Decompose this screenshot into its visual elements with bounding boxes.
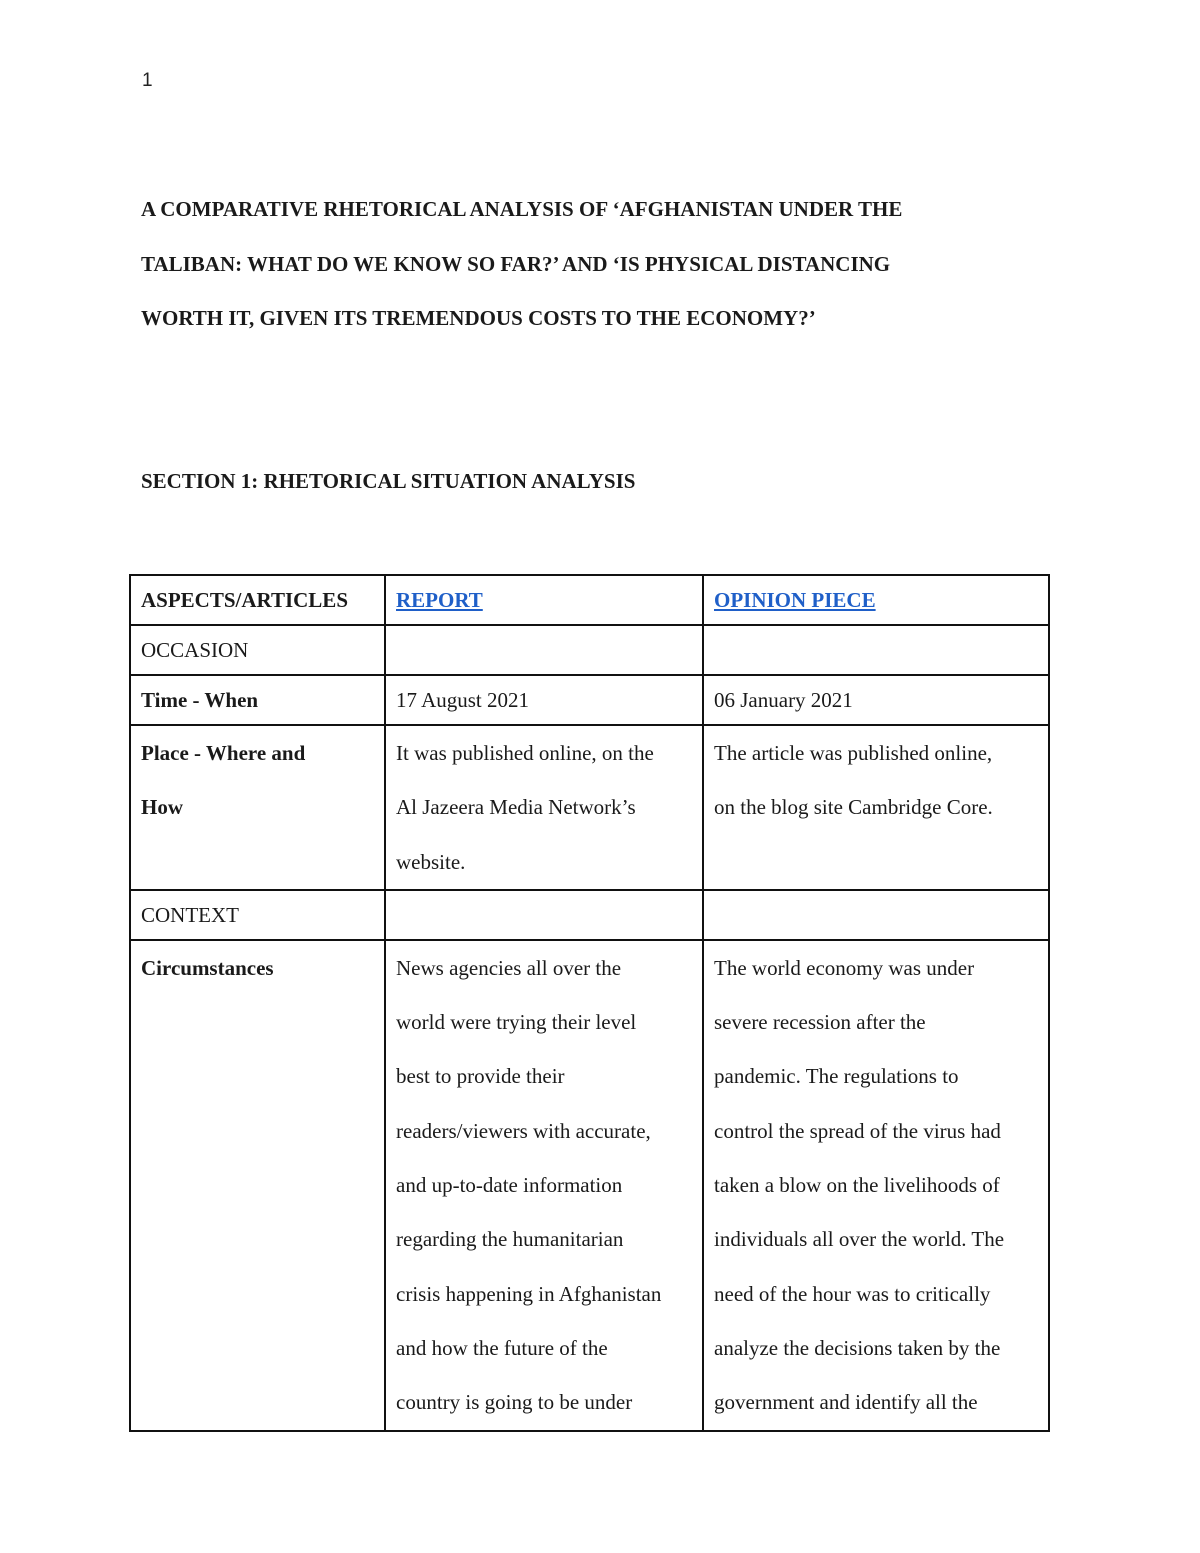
circumstances-label: Circumstances [130,940,385,1431]
cell-line: and how the future of the [396,1335,608,1360]
cell-line: and up-to-date information [396,1173,623,1198]
cell-line: severe recession after the [714,1010,926,1035]
cell-line: How [141,795,183,820]
opinion-piece-link[interactable]: OPINION PIECE [703,575,1049,625]
place-opinion-cell [703,725,1049,890]
place-report-cell [385,725,703,890]
cell-line: crisis happening in Afghanistan [396,1281,662,1306]
time-opinion-cell: 06 January 2021 [703,675,1049,725]
table-row [130,890,1049,940]
cell-line: The world economy was under [714,955,975,980]
section-heading: SECTION 1: RHETORICAL SITUATION ANALYSIS [141,469,636,493]
title-line: A COMPARATIVE RHETORICAL ANALYSIS OF ‘AFGHANISTAN UNDER THE [141,197,903,221]
time-label: Time - When [130,675,385,725]
cell-line: The article was published online, [714,741,993,765]
title-line: WORTH IT, GIVEN ITS TREMENDOUS COSTS TO THE ECONOMY?’ [141,306,816,330]
page-number: 1 [142,70,153,91]
empty-cell [385,890,703,940]
cell-line: Place - Where and [141,741,306,765]
report-link[interactable]: REPORT [385,575,703,625]
cell-line: world were trying their level [396,1010,637,1035]
cell-line: It was published online, on the [396,741,654,765]
cell-line: need of the hour was to critically [714,1281,991,1306]
cell-line: website. [396,849,466,874]
cell-line: country is going to be under [396,1390,633,1415]
place-label [130,725,385,890]
circumstances-report-cell [385,940,703,1431]
table-row [130,725,1049,890]
cell-line: on the blog site Cambridge Core. [714,795,993,820]
rhetorical-analysis-table [129,574,1050,1432]
table-row [130,940,1049,1431]
table-row [130,675,1049,725]
occasion-label: OCCASION [130,625,385,675]
cell-line: regarding the humanitarian [396,1227,624,1252]
header-aspects: ASPECTS/ARTICLES [130,575,385,625]
cell-line: government and identify all the [714,1390,978,1415]
cell-line: readers/viewers with accurate, [396,1118,651,1143]
cell-line: Al Jazeera Media Network’s [396,795,636,820]
document-title [141,182,1041,346]
empty-cell [703,625,1049,675]
cell-line: best to provide their [396,1064,565,1089]
time-report-cell: 17 August 2021 [385,675,703,725]
empty-cell [385,625,703,675]
cell-line: analyze the decisions taken by the [714,1335,1001,1360]
cell-line: News agencies all over the [396,955,622,980]
context-label: CONTEXT [130,890,385,940]
table-row [130,625,1049,675]
cell-line: individuals all over the world. The [714,1227,1005,1252]
cell-line: pandemic. The regulations to [714,1064,959,1089]
circumstances-opinion-cell [703,940,1049,1431]
title-line: TALIBAN: WHAT DO WE KNOW SO FAR?’ AND ‘IS PHYSICAL DISTANCING [141,251,891,276]
table-header-row [130,575,1049,625]
cell-line: taken a blow on the livelihoods of [714,1173,1000,1198]
empty-cell [703,890,1049,940]
cell-line: control the spread of the virus had [714,1118,1001,1143]
